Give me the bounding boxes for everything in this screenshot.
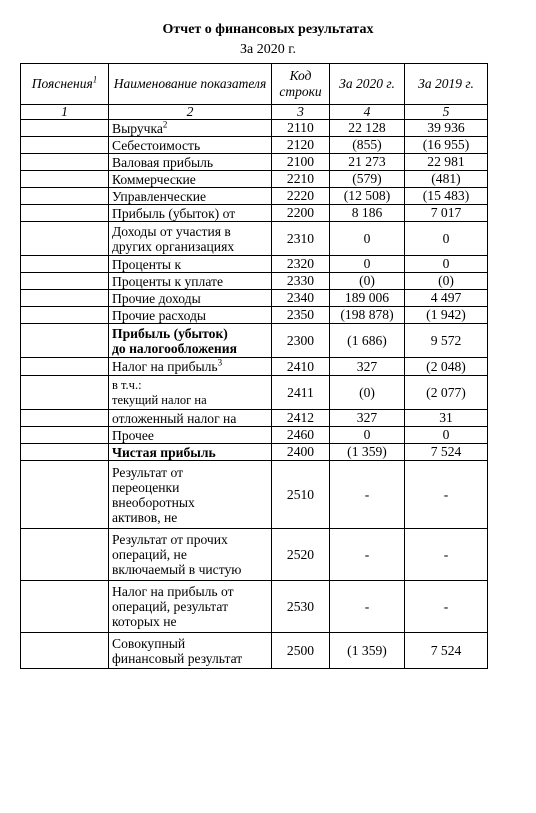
indicator-name: Валовая прибыль: [109, 154, 272, 171]
value-2019: (481): [405, 171, 488, 188]
row-code: 2310: [272, 222, 330, 256]
indicator-name: Совокупный финансовый результат: [109, 633, 272, 669]
column-number-row: [21, 105, 488, 120]
row-code: 2500: [272, 633, 330, 669]
value-2019: (15 483): [405, 188, 488, 205]
notes-cell: [21, 205, 109, 222]
value-2020: 327: [330, 358, 405, 376]
notes-cell: [21, 120, 109, 137]
table-row: [21, 222, 488, 256]
value-2020: (1 359): [330, 444, 405, 461]
indicator-name: Выручка$^2$: [109, 120, 272, 137]
value-2020: -: [330, 581, 405, 633]
value-2019: -: [405, 529, 488, 581]
row-code: 2411: [272, 376, 330, 410]
column-number: 1: [21, 105, 109, 120]
table-row: [21, 529, 488, 581]
value-2019: 7 524: [405, 633, 488, 669]
notes-cell: [21, 529, 109, 581]
column-number: 2: [109, 105, 272, 120]
value-2019: -: [405, 581, 488, 633]
table-row: [21, 633, 488, 669]
value-2020: 0: [330, 427, 405, 444]
notes-cell: [21, 154, 109, 171]
notes-cell: [21, 444, 109, 461]
header-code: Код строки: [272, 64, 330, 105]
indicator-name: Прочие расходы: [109, 307, 272, 324]
table-row: [21, 171, 488, 188]
value-2020: -: [330, 461, 405, 529]
table-row: [21, 273, 488, 290]
row-code: 2320: [272, 256, 330, 273]
table-row: [21, 290, 488, 307]
indicator-name: Результат от прочих операций, не включаемый в чистую: [109, 529, 272, 581]
table-row: [21, 376, 488, 410]
table-body: [21, 120, 488, 669]
financial-results-table: [20, 63, 488, 669]
indicator-name: Управленческие: [109, 188, 272, 205]
table-row: [21, 427, 488, 444]
value-2020: -: [330, 529, 405, 581]
header-2019: За 2019 г.: [405, 64, 488, 105]
notes-cell: [21, 461, 109, 529]
row-code: 2530: [272, 581, 330, 633]
indicator-name: отложенный налог на: [109, 410, 272, 427]
table-row: [21, 256, 488, 273]
notes-cell: [21, 358, 109, 376]
notes-cell: [21, 188, 109, 205]
indicator-name: Результат от переоценки внеоборотных активов, не: [109, 461, 272, 529]
value-2019: (2 077): [405, 376, 488, 410]
indicator-name: Прибыль (убыток) до налогообложения: [109, 324, 272, 358]
row-code: 2330: [272, 273, 330, 290]
table-row: [21, 461, 488, 529]
value-2019: 4 497: [405, 290, 488, 307]
indicator-name: Коммерческие: [109, 171, 272, 188]
value-2020: 0: [330, 222, 405, 256]
row-code: 2410: [272, 358, 330, 376]
row-code: 2510: [272, 461, 330, 529]
value-2019: 9 572: [405, 324, 488, 358]
row-code: 2520: [272, 529, 330, 581]
indicator-name: Чистая прибыль: [109, 444, 272, 461]
table-row: [21, 358, 488, 376]
table-row: [21, 410, 488, 427]
table-row: [21, 188, 488, 205]
table-row: [21, 307, 488, 324]
indicator-name: Проценты к: [109, 256, 272, 273]
value-2020: (12 508): [330, 188, 405, 205]
notes-cell: [21, 256, 109, 273]
notes-cell: [21, 137, 109, 154]
value-2020: (0): [330, 376, 405, 410]
value-2019: 0: [405, 256, 488, 273]
row-code: 2412: [272, 410, 330, 427]
value-2020: 0: [330, 256, 405, 273]
notes-cell: [21, 376, 109, 410]
indicator-name: Прочее: [109, 427, 272, 444]
value-2020: 21 273: [330, 154, 405, 171]
table-row: [21, 205, 488, 222]
table-row: [21, 581, 488, 633]
table-row: [21, 324, 488, 358]
value-2019: 7 524: [405, 444, 488, 461]
notes-cell: [21, 222, 109, 256]
indicator-name: Прибыль (убыток) от: [109, 205, 272, 222]
value-2019: 0: [405, 427, 488, 444]
row-code: 2300: [272, 324, 330, 358]
value-2020: (579): [330, 171, 405, 188]
column-number: 3: [272, 105, 330, 120]
row-code: 2340: [272, 290, 330, 307]
notes-cell: [21, 581, 109, 633]
notes-cell: [21, 307, 109, 324]
value-2019: 7 017: [405, 205, 488, 222]
row-code: 2110: [272, 120, 330, 137]
value-2020: (0): [330, 273, 405, 290]
column-number: 4: [330, 105, 405, 120]
value-2019: (16 955): [405, 137, 488, 154]
header-notes: Пояснения$^1$: [21, 64, 109, 105]
table-row: [21, 154, 488, 171]
row-code: 2220: [272, 188, 330, 205]
value-2019: 39 936: [405, 120, 488, 137]
header-name: Наименование показателя: [109, 64, 272, 105]
value-2020: 327: [330, 410, 405, 427]
row-code: 2460: [272, 427, 330, 444]
column-number: 5: [405, 105, 488, 120]
value-2020: (1 686): [330, 324, 405, 358]
report-title: Отчет о финансовых результатах: [162, 22, 374, 37]
row-code: 2210: [272, 171, 330, 188]
table-row: [21, 444, 488, 461]
value-2019: -: [405, 461, 488, 529]
row-code: 2120: [272, 137, 330, 154]
notes-cell: [21, 324, 109, 358]
notes-cell: [21, 633, 109, 669]
indicator-name: Проценты к уплате: [109, 273, 272, 290]
notes-cell: [21, 273, 109, 290]
row-code: 2400: [272, 444, 330, 461]
indicator-name: Себестоимость: [109, 137, 272, 154]
report-period: За 2020 г.: [240, 42, 296, 57]
indicator-name: в т.ч.: текущий налог на: [109, 376, 272, 410]
value-2020: 8 186: [330, 205, 405, 222]
value-2020: (1 359): [330, 633, 405, 669]
value-2019: 22 981: [405, 154, 488, 171]
value-2019: (2 048): [405, 358, 488, 376]
table-row: [21, 120, 488, 137]
value-2020: 22 128: [330, 120, 405, 137]
notes-cell: [21, 290, 109, 307]
indicator-name: Налог на прибыль от операций, результат которых не: [109, 581, 272, 633]
value-2019: (0): [405, 273, 488, 290]
row-code: 2200: [272, 205, 330, 222]
value-2020: (855): [330, 137, 405, 154]
header-row: [21, 64, 488, 105]
notes-cell: [21, 410, 109, 427]
table-row: [21, 137, 488, 154]
value-2020: (198 878): [330, 307, 405, 324]
value-2019: (1 942): [405, 307, 488, 324]
value-2019: 0: [405, 222, 488, 256]
notes-cell: [21, 171, 109, 188]
row-code: 2350: [272, 307, 330, 324]
indicator-name: Доходы от участия в других организациях: [109, 222, 272, 256]
value-2020: 189 006: [330, 290, 405, 307]
value-2019: 31: [405, 410, 488, 427]
header-2020: За 2020 г.: [330, 64, 405, 105]
indicator-name: Налог на прибыль$^3$: [109, 358, 272, 376]
indicator-name: Прочие доходы: [109, 290, 272, 307]
row-code: 2100: [272, 154, 330, 171]
notes-cell: [21, 427, 109, 444]
